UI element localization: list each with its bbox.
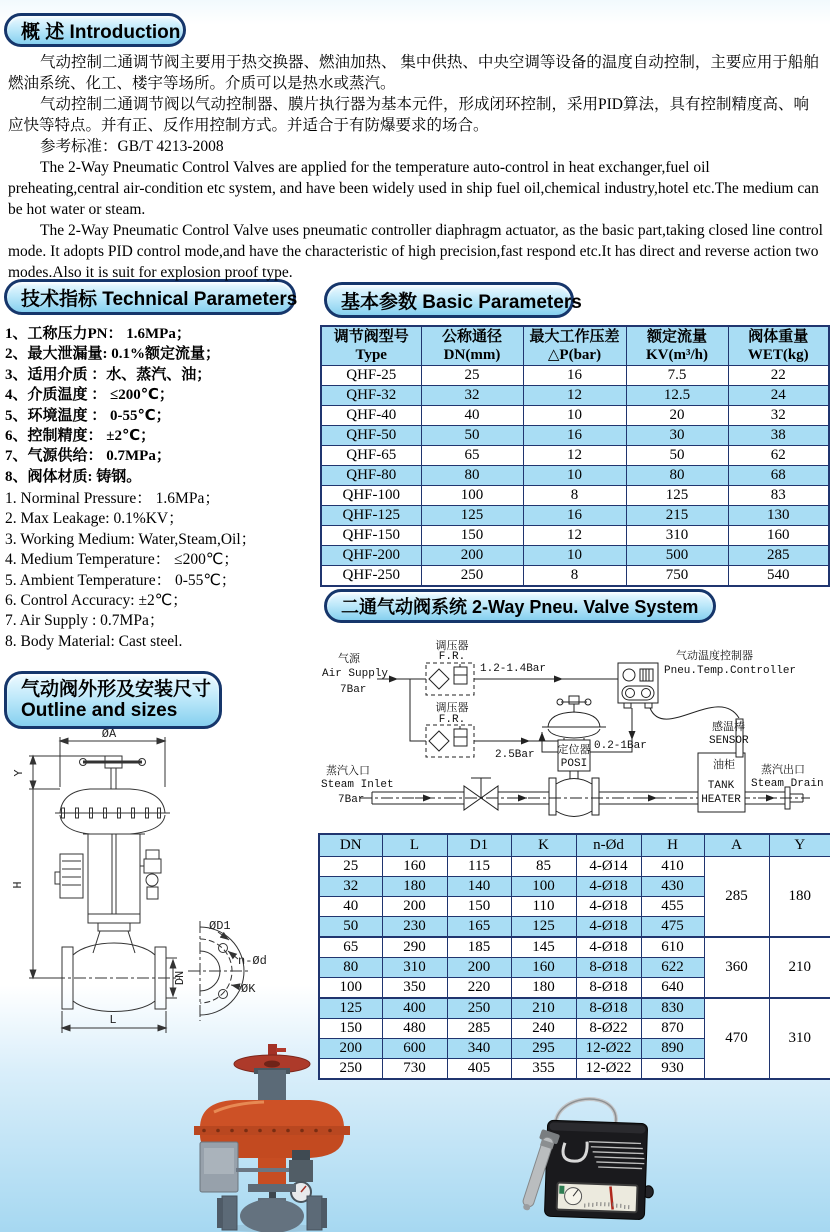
dims-table-cell: 350 bbox=[382, 978, 447, 999]
dims-table-cell: 240 bbox=[511, 1019, 576, 1039]
section-title-text: 基本参数 Basic Parameters bbox=[341, 291, 582, 313]
intro-reference-standard: 参考标准：GB/T 4213-2008 bbox=[40, 138, 224, 155]
basic-table-cell: 83 bbox=[728, 486, 829, 506]
steam-inlet-pressure-label: 7Bar bbox=[338, 794, 365, 806]
dims-table-cell: 50 bbox=[319, 917, 382, 938]
dims-table-cell: 622 bbox=[641, 958, 704, 978]
basic-table-cell: 50 bbox=[421, 426, 523, 446]
dims-table-cell: 4-Ø14 bbox=[576, 857, 641, 877]
dims-column-header: D1 bbox=[447, 834, 511, 857]
dims-group-cell: 360 bbox=[704, 937, 769, 998]
tech-param-item-en: 8. Body Material: Cast steel. bbox=[5, 632, 183, 650]
section-title-introduction bbox=[4, 13, 186, 47]
basic-column-header: 阀体重量 WET(kg) bbox=[728, 326, 829, 366]
dims-table-row bbox=[319, 998, 830, 1019]
basic-table-cell: 250 bbox=[421, 566, 523, 587]
air-supply-pressure-label: 7Bar bbox=[340, 684, 367, 696]
basic-table-cell: 30 bbox=[626, 426, 728, 446]
dims-table-cell: 930 bbox=[641, 1059, 704, 1080]
dims-header-row bbox=[319, 834, 830, 857]
dims-table-cell: 430 bbox=[641, 877, 704, 897]
air-supply-label-en: Air Supply bbox=[322, 668, 389, 680]
dims-table-cell: 8-Ø18 bbox=[576, 958, 641, 978]
dims-table-cell: 4-Ø18 bbox=[576, 917, 641, 938]
dims-table-cell: 80 bbox=[319, 958, 382, 978]
dims-table-cell: 830 bbox=[641, 998, 704, 1019]
tech-param-item-en: 2. Max Leakage: 0.1%KV； bbox=[5, 510, 184, 528]
manual-valve-symbol bbox=[464, 778, 498, 810]
basic-parameters-table bbox=[320, 325, 830, 587]
basic-table-cell: 100 bbox=[421, 486, 523, 506]
dims-table-cell: 230 bbox=[382, 917, 447, 938]
dims-table-row bbox=[319, 857, 830, 877]
basic-table-cell: 20 bbox=[626, 406, 728, 426]
tech-param-item-en: 7. Air Supply : 0.7MPa； bbox=[5, 612, 165, 630]
basic-column-header: 最大工作压差 △P(bar) bbox=[523, 326, 626, 366]
tech-param-item-cn: 2、最大泄漏量: 0.1%额定流量； bbox=[5, 346, 220, 363]
section-title-text: 概 述 Introduction bbox=[21, 21, 181, 43]
dims-table-cell: 8-Ø18 bbox=[576, 978, 641, 999]
dims-table-cell: 160 bbox=[511, 958, 576, 978]
section-title-text-cn: 气动阀外形及安装尺寸 bbox=[21, 678, 212, 700]
basic-table-cell: 16 bbox=[523, 506, 626, 526]
intro-paragraph-cn-2: 气动控制二通调节阀以气动控制器、膜片执行器为基本元件，形成闭环控制，采用PID算法，具有控制精度高、响应快等特点。并有正、反作用控制方式。并适合于有防爆要求的场合。 bbox=[8, 96, 809, 134]
basic-table-cell: QHF-200 bbox=[321, 546, 421, 566]
dims-table-cell: 85 bbox=[511, 857, 576, 877]
basic-table-cell: 65 bbox=[421, 446, 523, 466]
valve-system-diagram bbox=[320, 626, 830, 831]
tech-param-item-en: 5. Ambient Temperature： 0-55℃； bbox=[5, 571, 237, 589]
dims-table-cell: 140 bbox=[447, 877, 511, 897]
basic-table-cell: QHF-25 bbox=[321, 366, 421, 386]
dims-table-cell: 100 bbox=[511, 877, 576, 897]
dims-table-cell: 185 bbox=[447, 937, 511, 958]
sensor-capillary-line bbox=[650, 707, 739, 719]
basic-table-cell: 160 bbox=[728, 526, 829, 546]
dims-table-cell: 285 bbox=[447, 1019, 511, 1039]
dims-table-cell: 165 bbox=[447, 917, 511, 938]
section-title-text: 技术指标 Technical Parameters bbox=[21, 288, 298, 310]
regulator2-label-cn: 调压器 bbox=[435, 702, 469, 714]
section-title-basic-parameters bbox=[324, 282, 582, 318]
basic-table-cell: 750 bbox=[626, 566, 728, 587]
basic-table-cell: QHF-80 bbox=[321, 466, 421, 486]
tech-param-item-cn: 4、介质温度 ： ≤200℃； bbox=[5, 387, 174, 404]
valve-outline-drawing bbox=[5, 723, 315, 1053]
dims-table-cell: 640 bbox=[641, 978, 704, 999]
dim-label-l: L bbox=[109, 1013, 117, 1027]
basic-table-cell: 10 bbox=[523, 546, 626, 566]
basic-table-cell: 12.5 bbox=[626, 386, 728, 406]
basic-table-cell: 8 bbox=[523, 566, 626, 587]
intro-paragraph-en-2: The 2-Way Pneumatic Control Valve uses pneumatic controller diaphragm actuator, as the basic part,taking closed line control mode. It adopts PID control mode,and have the characteristic of high precision,fast respond etc.It has direct and reverse action two modes.Also it is suit for explosion proof type. bbox=[8, 222, 823, 281]
dims-table-cell: 200 bbox=[382, 897, 447, 917]
controller-label-cn: 气动温度控制器 bbox=[676, 650, 753, 662]
dims-group-cell: 285 bbox=[704, 857, 769, 938]
dims-table-cell: 125 bbox=[319, 998, 382, 1019]
control-valve-actuator-symbol bbox=[542, 696, 606, 740]
controller-photo-box bbox=[544, 1120, 655, 1220]
basic-table-row bbox=[321, 486, 829, 506]
dims-table-cell: 200 bbox=[447, 958, 511, 978]
dims-table-cell: 150 bbox=[319, 1019, 382, 1039]
dims-table-cell: 890 bbox=[641, 1039, 704, 1059]
controller-label-en: Pneu.Temp.Controller bbox=[664, 665, 797, 677]
steam-drain-label-cn: 蒸汽出口 bbox=[761, 764, 805, 776]
dims-table-cell: 210 bbox=[511, 998, 576, 1019]
intro-paragraph-en-1: The 2-Way Pneumatic Control Valves are applied for the temperature auto-control in heat exchanger,fuel oil preheating,central air-condition etc system, and have been widely used in ship fuel oil,chemical industry,hotel etc.The medium can be hot water or steam. bbox=[8, 159, 819, 218]
yoke-and-positioner-drawing bbox=[55, 834, 161, 914]
flange-end-view-drawing bbox=[188, 921, 250, 1021]
basic-table-cell: 130 bbox=[728, 506, 829, 526]
dims-table-cell: 475 bbox=[641, 917, 704, 938]
dims-table-cell: 600 bbox=[382, 1039, 447, 1059]
tech-param-item-en: 1. Norminal Pressure： 1.6MPa； bbox=[5, 490, 220, 507]
intro-paragraph-cn-1: 气动控制二通调节阀主要用于热交换器、燃油加热、 集中供热、中央空调等设备的温度自动控制，主要应用于船舶燃油系统、化工、楼宇等场所。介质可以是热水或蒸汽。 bbox=[8, 54, 819, 92]
tech-param-item-en: 3. Working Medium: Water,Steam,Oil； bbox=[5, 530, 257, 548]
introduction-text bbox=[8, 52, 824, 283]
basic-table-row bbox=[321, 366, 829, 386]
basic-header-row bbox=[321, 326, 829, 366]
dims-column-header: DN bbox=[319, 834, 382, 857]
dims-table-cell: 160 bbox=[382, 857, 447, 877]
tank-label-en2: HEATER bbox=[701, 794, 741, 806]
dims-table-cell: 730 bbox=[382, 1059, 447, 1080]
tech-param-item-en: 4. Medium Temperature： ≤200℃； bbox=[5, 551, 239, 569]
dims-table-cell: 180 bbox=[382, 877, 447, 897]
section-title-text-en: Outline and sizes bbox=[21, 700, 178, 721]
basic-table-cell: 10 bbox=[523, 406, 626, 426]
dims-table-cell: 455 bbox=[641, 897, 704, 917]
dims-table-cell: 8-Ø22 bbox=[576, 1019, 641, 1039]
dims-table-cell: 290 bbox=[382, 937, 447, 958]
basic-table-cell: 68 bbox=[728, 466, 829, 486]
tech-param-item-cn: 1、工称压力PN： 1.6MPa； bbox=[5, 326, 191, 342]
dims-table-cell: 65 bbox=[319, 937, 382, 958]
tech-param-item-cn: 3、适用介质 ：水、蒸汽、油； bbox=[5, 366, 212, 383]
tank-label-en1: TANK bbox=[707, 780, 735, 792]
dims-table-cell: 405 bbox=[447, 1059, 511, 1080]
basic-table-cell: 16 bbox=[523, 426, 626, 446]
basic-table-cell: 12 bbox=[523, 386, 626, 406]
dims-table-cell: 340 bbox=[447, 1039, 511, 1059]
basic-table-cell: 80 bbox=[626, 466, 728, 486]
basic-table-cell: 7.5 bbox=[626, 366, 728, 386]
tank-label-cn: 油柜 bbox=[713, 759, 735, 771]
basic-table-row bbox=[321, 526, 829, 546]
basic-table-cell: 12 bbox=[523, 526, 626, 546]
dims-table-row bbox=[319, 937, 830, 958]
basic-table-cell: 200 bbox=[421, 546, 523, 566]
basic-table-cell: 8 bbox=[523, 486, 626, 506]
outline-drawing-lines bbox=[29, 737, 250, 1033]
dim-label-y: Y bbox=[12, 769, 26, 777]
pressure-2-label: 2.5Bar bbox=[495, 749, 535, 761]
dim-label-dn: DN bbox=[173, 970, 187, 986]
basic-table-cell: 540 bbox=[728, 566, 829, 587]
dims-table-cell: 310 bbox=[382, 958, 447, 978]
basic-table-cell: 22 bbox=[728, 366, 829, 386]
dims-table-cell: 32 bbox=[319, 877, 382, 897]
basic-table-cell: 50 bbox=[626, 446, 728, 466]
dims-table-cell: 100 bbox=[319, 978, 382, 999]
basic-table-cell: 125 bbox=[626, 486, 728, 506]
dims-table-cell: 295 bbox=[511, 1039, 576, 1059]
dims-group-cell: 310 bbox=[769, 998, 830, 1079]
basic-table-cell: 32 bbox=[421, 386, 523, 406]
regulator1-label-en: F.R. bbox=[438, 651, 466, 663]
basic-table-cell: QHF-125 bbox=[321, 506, 421, 526]
dims-table-cell: 150 bbox=[447, 897, 511, 917]
actuator-drawing bbox=[55, 789, 170, 834]
basic-table-row bbox=[321, 426, 829, 446]
dims-table-cell: 355 bbox=[511, 1059, 576, 1080]
basic-column-header: 额定流量 KV(m³/h) bbox=[626, 326, 728, 366]
dims-table-cell: 25 bbox=[319, 857, 382, 877]
valve-photo-filter-regulator bbox=[289, 1150, 313, 1202]
steam-inlet-label-en: Steam Inlet bbox=[321, 779, 394, 791]
dims-group-cell: 470 bbox=[704, 998, 769, 1079]
dims-table-cell: 115 bbox=[447, 857, 511, 877]
dim-label-nod: n-Ød bbox=[238, 954, 267, 968]
basic-table-cell: QHF-40 bbox=[321, 406, 421, 426]
basic-table-cell: QHF-32 bbox=[321, 386, 421, 406]
dims-column-header: n-Ød bbox=[576, 834, 641, 857]
sensor-label-cn: 感温棒 bbox=[712, 721, 745, 733]
dims-table-cell: 480 bbox=[382, 1019, 447, 1039]
basic-table-cell: 10 bbox=[523, 466, 626, 486]
section-title-technical-parameters bbox=[4, 279, 296, 315]
tech-param-item-cn: 5、环境温度 ： 0-55℃； bbox=[5, 407, 171, 424]
dims-table-cell: 200 bbox=[319, 1039, 382, 1059]
positioner-label-cn: 定位器 bbox=[557, 744, 591, 756]
tech-param-item-en: 6. Control Accuracy: ±2℃； bbox=[5, 592, 188, 610]
pneumatic-temp-controller-symbol bbox=[618, 663, 658, 708]
valve-photo-positioner bbox=[200, 1142, 238, 1192]
dimensions-table bbox=[318, 833, 830, 1080]
basic-table-cell: 12 bbox=[523, 446, 626, 466]
dims-table-cell: 610 bbox=[641, 937, 704, 958]
dims-group-cell: 180 bbox=[769, 857, 830, 938]
basic-column-header: 公称通径 DN(mm) bbox=[421, 326, 523, 366]
air-supply-label-cn: 气源 bbox=[338, 653, 360, 665]
basic-table-cell: QHF-150 bbox=[321, 526, 421, 546]
basic-table-cell: 38 bbox=[728, 426, 829, 446]
pressure-range-3-label: 0.2-1Bar bbox=[594, 740, 647, 752]
basic-table-cell: 62 bbox=[728, 446, 829, 466]
steam-inlet-label-cn: 蒸汽入口 bbox=[326, 765, 370, 777]
dims-table-cell: 12-Ø22 bbox=[576, 1059, 641, 1080]
basic-table-cell: 24 bbox=[728, 386, 829, 406]
dims-table-cell: 110 bbox=[511, 897, 576, 917]
basic-table-row bbox=[321, 446, 829, 466]
dims-column-header: Y bbox=[769, 834, 830, 857]
basic-table-row bbox=[321, 386, 829, 406]
basic-table-cell: QHF-65 bbox=[321, 446, 421, 466]
dims-column-header: L bbox=[382, 834, 447, 857]
dims-column-header: A bbox=[704, 834, 769, 857]
basic-table-cell: 285 bbox=[728, 546, 829, 566]
dims-table-cell: 180 bbox=[511, 978, 576, 999]
tech-param-item-cn: 8、阀体材质: 铸钢。 bbox=[5, 468, 142, 485]
basic-table-cell: 16 bbox=[523, 366, 626, 386]
section-title-outline-and-sizes bbox=[4, 671, 222, 729]
regulator1-label-cn: 调压器 bbox=[435, 640, 469, 652]
basic-table-row bbox=[321, 506, 829, 526]
dims-table-cell: 870 bbox=[641, 1019, 704, 1039]
basic-table-cell: QHF-100 bbox=[321, 486, 421, 506]
dims-column-header: H bbox=[641, 834, 704, 857]
technical-parameters-list-cn bbox=[5, 324, 317, 487]
basic-column-header: 调节阀型号 Type bbox=[321, 326, 421, 366]
steam-drain-label-en: Steam Drain bbox=[751, 778, 824, 790]
dims-table-cell: 250 bbox=[319, 1059, 382, 1080]
basic-table-cell: 32 bbox=[728, 406, 829, 426]
tech-param-item-cn: 6、控制精度： ±2℃； bbox=[5, 428, 156, 445]
basic-table-cell: 310 bbox=[626, 526, 728, 546]
dims-table-cell: 145 bbox=[511, 937, 576, 958]
dims-table-cell: 400 bbox=[382, 998, 447, 1019]
basic-table-cell: QHF-250 bbox=[321, 566, 421, 587]
basic-table-cell: 215 bbox=[626, 506, 728, 526]
dims-table-cell: 4-Ø18 bbox=[576, 897, 641, 917]
dims-table-cell: 250 bbox=[447, 998, 511, 1019]
dims-group-cell: 210 bbox=[769, 937, 830, 998]
technical-parameters-list-en bbox=[5, 489, 317, 652]
positioner-label-en: POSI bbox=[560, 758, 588, 770]
sensor-label-en: SENSOR bbox=[709, 735, 749, 747]
dim-label-h: H bbox=[11, 881, 25, 889]
basic-table-cell: 125 bbox=[421, 506, 523, 526]
valve-product-photo bbox=[172, 1040, 382, 1232]
temperature-controller-photo bbox=[498, 1086, 678, 1226]
basic-table-cell: 150 bbox=[421, 526, 523, 546]
dims-table-cell: 40 bbox=[319, 897, 382, 917]
section-title-text: 二通气动阀系统 2-Way Pneu. Valve System bbox=[341, 597, 699, 617]
basic-table-row bbox=[321, 546, 829, 566]
handwheel-drawing bbox=[80, 756, 146, 789]
basic-table-cell: QHF-50 bbox=[321, 426, 421, 446]
dim-label-ok: ØK bbox=[241, 982, 256, 996]
basic-table-cell: 500 bbox=[626, 546, 728, 566]
valve-body-drawing bbox=[62, 914, 166, 1012]
basic-table-cell: 25 bbox=[421, 366, 523, 386]
pressure-range-1-label: 1.2-1.4Bar bbox=[480, 663, 547, 675]
dim-label-od1: ØD1 bbox=[209, 919, 231, 933]
dims-table-cell: 125 bbox=[511, 917, 576, 938]
basic-table-row bbox=[321, 466, 829, 486]
dims-table-cell: 4-Ø18 bbox=[576, 877, 641, 897]
tech-param-item-cn: 7、气源供给： 0.7MPa； bbox=[5, 448, 171, 465]
basic-table-cell: 80 bbox=[421, 466, 523, 486]
dim-label-oa: ØA bbox=[101, 727, 117, 741]
section-title-valve-system bbox=[324, 589, 716, 623]
basic-table-row bbox=[321, 406, 829, 426]
dims-table-cell: 220 bbox=[447, 978, 511, 999]
basic-table-row bbox=[321, 566, 829, 587]
dims-column-header: K bbox=[511, 834, 576, 857]
regulator2-label-en: F.R. bbox=[438, 714, 466, 726]
dims-table-cell: 8-Ø18 bbox=[576, 998, 641, 1019]
dims-table-cell: 4-Ø18 bbox=[576, 937, 641, 958]
dims-table-cell: 410 bbox=[641, 857, 704, 877]
dims-table-cell: 12-Ø22 bbox=[576, 1039, 641, 1059]
basic-table-cell: 40 bbox=[421, 406, 523, 426]
